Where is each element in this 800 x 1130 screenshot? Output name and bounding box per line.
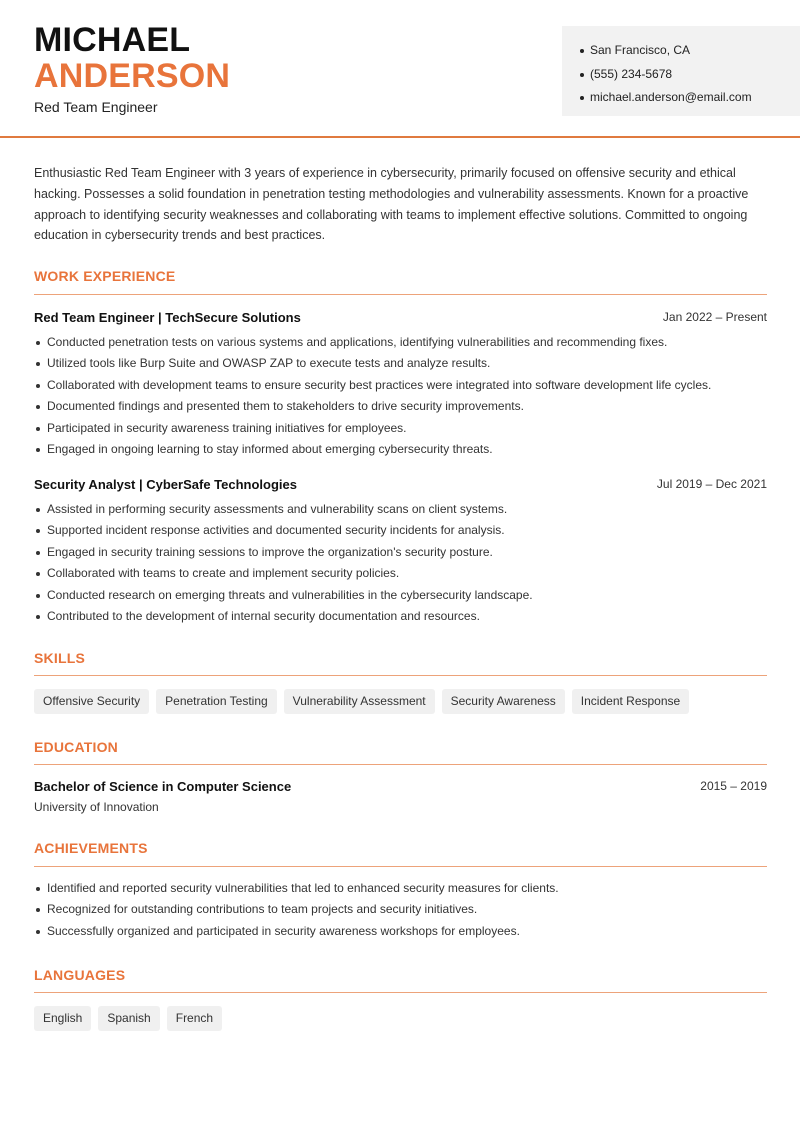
section-title-education: EDUCATION [34, 739, 118, 755]
job-title-company: Red Team Engineer | TechSecure Solutions [34, 310, 301, 325]
skill-tag: Penetration Testing [156, 689, 277, 714]
job-bullet: Conducted research on emerging threats and vulnerabilities in the cybersecurity landscape. [34, 585, 767, 606]
contact-phone: (555) 234-5678 [580, 63, 752, 87]
job-bullets [34, 499, 767, 627]
degree-title: Bachelor of Science in Computer Science [34, 779, 292, 794]
job-bullet: Conducted penetration tests on various systems and applications, identifying vulnerabilities and recommending fixes. [34, 332, 767, 353]
achievement-bullets [34, 878, 767, 942]
resume-header [0, 0, 800, 138]
job-bullets [34, 332, 767, 460]
first-name: MICHAEL [34, 21, 191, 59]
job-bullet: Engaged in security training sessions to improve the organization's security posture. [34, 542, 767, 563]
professional-summary: Enthusiastic Red Team Engineer with 3 years of experience in cybersecurity, primarily focused on offensive security and ethical hacking. Possesses a solid foundation in penetration testing methodologies and vulnerability assessments. Known for a proactive approach to identifying security weaknesses and collaborating with teams to implement effective solutions. Committed to ongoing education in cybersecurity trends and best practices. [34, 166, 749, 243]
achievement-bullet: Recognized for outstanding contributions to team projects and security initiatives. [34, 899, 767, 920]
section-title-work-experience: WORK EXPERIENCE [34, 268, 176, 284]
job-bullet: Collaborated with development teams to ensure security best practices were integrated into software development life cycles. [34, 375, 767, 396]
job-dates: Jan 2022 – Present [662, 310, 767, 324]
language-tag: French [167, 1006, 222, 1031]
job-bullet: Supported incident response activities and documented security incidents for analysis. [34, 520, 767, 541]
contact-location: San Francisco, CA [580, 39, 752, 63]
contact-info-box [562, 26, 800, 116]
school-name: University of Innovation [34, 800, 159, 814]
skills-list [34, 689, 689, 714]
achievement-bullet: Successfully organized and participated in security awareness workshops for employees. [34, 921, 767, 942]
job-bullet: Contributed to the development of internal security documentation and resources. [34, 606, 767, 627]
job-bullet: Participated in security awareness training initiatives for employees. [34, 418, 767, 439]
contact-email: michael.anderson@email.com [580, 86, 752, 110]
job-title-company: Security Analyst | CyberSafe Technologies [34, 477, 297, 492]
section-divider [34, 764, 767, 765]
job-title: Red Team Engineer [34, 99, 158, 115]
job-entry-header [34, 310, 767, 325]
skill-tag: Incident Response [572, 689, 689, 714]
achievement-bullet: Identified and reported security vulnerabilities that led to enhanced security measures for clients. [34, 878, 767, 899]
section-divider [34, 866, 767, 867]
section-divider [34, 992, 767, 993]
job-dates: Jul 2019 – Dec 2021 [656, 477, 767, 491]
language-tag: English [34, 1006, 91, 1031]
job-bullet: Utilized tools like Burp Suite and OWASP ZAP to execute tests and analyze results. [34, 353, 767, 374]
candidate-name [34, 22, 230, 94]
section-title-skills: SKILLS [34, 650, 85, 666]
last-name: ANDERSON [34, 57, 231, 95]
job-entry-header [34, 477, 767, 492]
section-divider [34, 675, 767, 676]
skill-tag: Offensive Security [34, 689, 149, 714]
languages-list [34, 1006, 222, 1031]
language-tag: Spanish [98, 1006, 159, 1031]
section-title-achievements: ACHIEVEMENTS [34, 840, 148, 856]
job-bullet: Engaged in ongoing learning to stay informed about emerging cybersecurity threats. [34, 439, 767, 460]
skill-tag: Vulnerability Assessment [284, 689, 435, 714]
job-bullet: Collaborated with teams to create and implement security policies. [34, 563, 767, 584]
job-bullet: Assisted in performing security assessments and vulnerability scans on client systems. [34, 499, 767, 520]
section-divider [34, 294, 767, 295]
education-dates: 2015 – 2019 [700, 779, 767, 793]
section-title-languages: LANGUAGES [34, 967, 126, 983]
job-bullet: Documented findings and presented them to stakeholders to drive security improvements. [34, 396, 767, 417]
education-entry-header [34, 779, 767, 794]
skill-tag: Security Awareness [442, 689, 565, 714]
